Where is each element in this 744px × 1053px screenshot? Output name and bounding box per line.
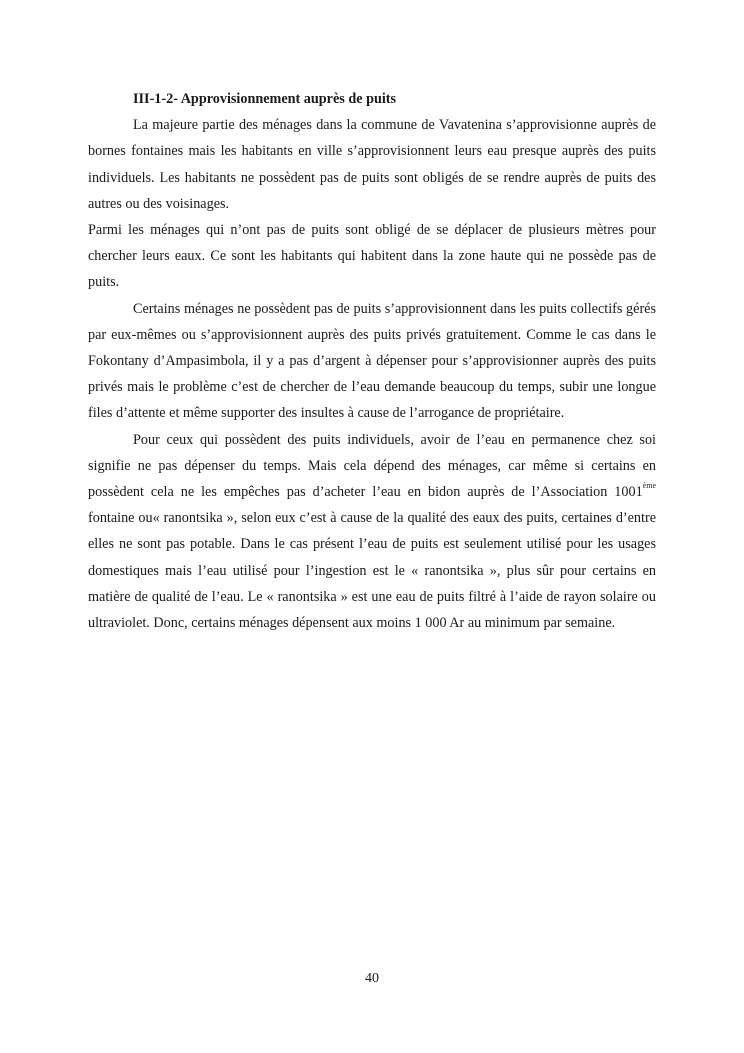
paragraph-2: Parmi les ménages qui n’ont pas de puits sont obligé de se déplacer de plusieurs mètres pour chercher leurs eaux. Ce sont les habitants qui habitent dans la zone haute qui ne possède pas de puits. <box>88 222 656 291</box>
paragraph-3: Certains ménages ne possèdent pas de puits s’approvisionnent dans les puits collectifs gérés par eux-mêmes ou s’approvisionnent auprès des puits privés gratuitement. Comme le cas dans le Fokontany d’Ampasimbola, il y a pas d’argent à dépenser pour s’approvisionner auprès des puits privés mais le problème c’est de chercher de l’eau demande beaucoup du temps, subir une longue files d’attente et même supporter des insultes à cause de l’arrogance de propriétaire. <box>88 300 656 422</box>
ordinal-superscript: ème <box>642 481 656 491</box>
section-heading: III-1-2- Approvisionnement auprès de puits <box>133 91 397 107</box>
paragraph-4 <box>88 427 656 637</box>
paragraph-1: La majeure partie des ménages dans la commune de Vavatenina s’approvisionne auprès de bornes fontaines mais les habitants en ville s’approvisionnent leurs eau presque auprès des puits individuels. Les habitants ne possèdent pas de puits sont obligés de se rendre auprès de puits des autres ou des voisinages. <box>88 117 656 212</box>
paragraph-4-text-after: fontaine ou« ranontsika », selon eux c’est à cause de la qualité des eaux des puits, certaines d’entre elles ne sont pas potable. Dans le cas présent l’eau de puits est seulement utilisé pour les usages domestiques mais l’eau utilisé pour l’ingestion est le « ranontsika », plus sûr pour certains en matière de qualité de l’eau. Le « ranontsika » est une eau de puits filtré à l’aide de rayon solaire ou ultraviolet. Donc, certains ménages dépensent aux moins 1 000 Ar au minimum par semaine. <box>88 510 656 632</box>
page-number: 40 <box>365 971 379 986</box>
paragraph-4-text-before: Pour ceux qui possèdent des puits individuels, avoir de l’eau en permanence chez soi signifie ne pas dépenser du temps. Mais cela dépend des ménages, car même si certains en possèdent cela ne les empêches pas d’acheter l’eau en bidon auprès de l’Association 1001 <box>88 431 656 501</box>
page-content <box>88 86 656 636</box>
